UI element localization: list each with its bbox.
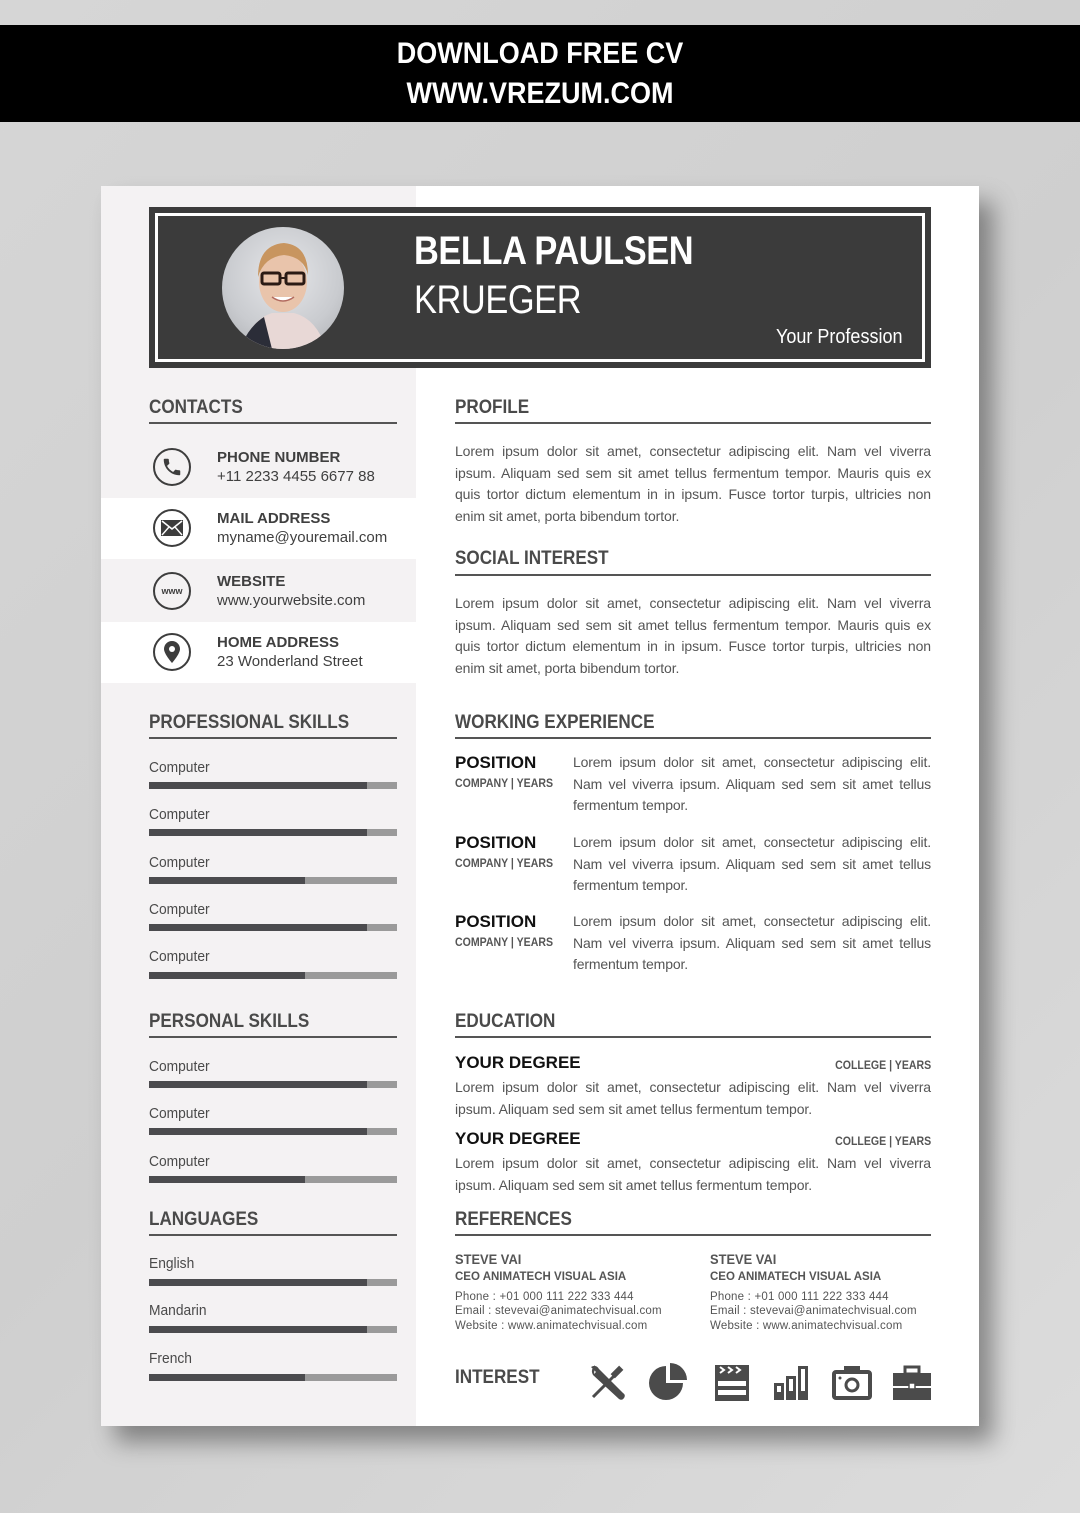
degree-description: Lorem ipsum dolor sit amet, consectetur adipiscing elit. Nam vel viverra ipsum. Aliquam sed sem sit amet tellus fermentum tempor. <box>455 1155 931 1193</box>
www-icon: www <box>153 572 191 610</box>
reference-phone: Phone : +01 000 111 222 333 444 <box>710 1291 889 1303</box>
degree-title: YOUR DEGREE <box>455 1053 581 1072</box>
position-title: POSITION <box>455 833 537 852</box>
contact-website-label: WEBSITE <box>217 573 286 590</box>
personal-skills-title: PERSONAL SKILLS <box>149 1011 310 1032</box>
reference-role: CEO ANIMATECH VISUAL ASIA <box>710 1271 882 1283</box>
company-years: COMPANY | YEARS <box>455 856 554 870</box>
profile-photo <box>222 227 344 349</box>
profile-divider <box>455 422 931 424</box>
experience-title: WORKING EXPERIENCE <box>455 712 655 733</box>
company-years: COMPANY | YEARS <box>455 935 554 949</box>
pie-chart-icon <box>647 1361 689 1403</box>
position-title: POSITION <box>455 912 537 931</box>
contact-mail <box>101 498 416 559</box>
banner-line-2: WWW.VREZUM.COM <box>406 77 674 110</box>
language-label: English <box>149 1255 195 1272</box>
social-interest-title: SOCIAL INTEREST <box>455 548 609 569</box>
skill-label: Computer <box>149 806 210 823</box>
contact-phone-label: PHONE NUMBER <box>217 449 341 466</box>
interest-title: INTEREST <box>455 1367 540 1388</box>
banner-line-1: DOWNLOAD FREE CV <box>396 37 684 70</box>
college-years: COLLEGE | YEARS <box>834 1134 931 1148</box>
skill-bar <box>149 782 397 789</box>
college-years: COLLEGE | YEARS <box>834 1058 931 1072</box>
professional-skills-title: PROFESSIONAL SKILLS <box>149 712 350 733</box>
professional-skills-divider <box>149 737 397 739</box>
contact-phone <box>101 437 416 498</box>
skill-bar <box>149 877 397 884</box>
references-divider <box>455 1234 931 1236</box>
skill-label: Computer <box>149 854 210 871</box>
position-title: POSITION <box>455 753 537 772</box>
social-interest-divider <box>455 574 931 576</box>
contact-address-value: 23 Wonderland Street <box>217 653 363 670</box>
last-name: KRUEGER <box>414 278 582 322</box>
social-interest-text: Lorem ipsum dolor sit amet, consectetur adipiscing elit. Nam vel viverra ipsum. Aliquam sed sem sit amet tellus fermentum tempor. Mauris quis ex quis tortor dictum elementum in in ipsum. Fusce tortor turpis, ultricies non enim sit amet, porta bibendum tortor. <box>455 595 931 676</box>
header-frame <box>155 213 925 362</box>
skill-bar <box>149 1081 397 1088</box>
tools-icon <box>587 1361 629 1403</box>
reference-role: CEO ANIMATECH VISUAL ASIA <box>455 1271 627 1283</box>
portrait-image <box>222 227 344 349</box>
skill-label: Computer <box>149 1058 210 1075</box>
contact-website <box>101 559 416 620</box>
language-bar <box>149 1279 397 1286</box>
company-years: COMPANY | YEARS <box>455 776 554 790</box>
briefcase-icon <box>891 1361 933 1403</box>
skill-label: Computer <box>149 948 210 965</box>
language-label: French <box>149 1350 192 1367</box>
location-pin-icon <box>153 633 191 671</box>
skill-label: Computer <box>149 1105 210 1122</box>
reference-email: Email : stevevai@animatechvisual.com <box>455 1305 662 1317</box>
contact-address-label: HOME ADDRESS <box>217 634 339 651</box>
resume-page <box>101 186 979 1426</box>
references-title: REFERENCES <box>455 1209 572 1230</box>
profession: Your Profession <box>775 326 902 348</box>
skill-label: Computer <box>149 759 210 776</box>
contacts-title: CONTACTS <box>149 397 243 418</box>
phone-icon <box>153 448 191 486</box>
degree-description: Lorem ipsum dolor sit amet, consectetur adipiscing elit. Nam vel viverra ipsum. Aliquam sed sem sit amet tellus fermentum tempor. <box>455 1079 931 1117</box>
reference-website: Website : www.animatechvisual.com <box>710 1320 903 1332</box>
reference-phone: Phone : +01 000 111 222 333 444 <box>455 1291 634 1303</box>
experience-divider <box>455 737 931 739</box>
language-bar <box>149 1326 397 1333</box>
language-label: Mandarin <box>149 1302 207 1319</box>
reference-name: STEVE VAI <box>455 1251 522 1267</box>
skill-bar <box>149 829 397 836</box>
bar-chart-icon <box>771 1361 813 1403</box>
first-name: BELLA PAULSEN <box>414 229 694 273</box>
resume-header <box>149 207 931 368</box>
contacts-divider <box>149 422 397 424</box>
profile-title: PROFILE <box>455 397 530 418</box>
skill-label: Computer <box>149 901 210 918</box>
reference-email: Email : stevevai@animatechvisual.com <box>710 1305 917 1317</box>
position-description: Lorem ipsum dolor sit amet, consectetur adipiscing elit. Nam vel viverra ipsum. Aliquam sed sem sit amet tellus fermentum tempor. <box>573 913 931 972</box>
language-bar <box>149 1374 397 1381</box>
education-divider <box>455 1036 931 1038</box>
reference-name: STEVE VAI <box>710 1251 777 1267</box>
skill-bar <box>149 924 397 931</box>
skill-label: Computer <box>149 1153 210 1170</box>
contact-mail-label: MAIL ADDRESS <box>217 510 331 527</box>
contact-phone-value: +11 2233 4455 6677 88 <box>217 468 375 485</box>
position-description: Lorem ipsum dolor sit amet, consectetur adipiscing elit. Nam vel viverra ipsum. Aliquam sed sem sit amet tellus fermentum tempor. <box>573 834 931 893</box>
languages-title: LANGUAGES <box>149 1209 259 1230</box>
contact-mail-value: myname@youremail.com <box>217 529 388 546</box>
contact-address <box>101 622 416 683</box>
position-description: Lorem ipsum dolor sit amet, consectetur adipiscing elit. Nam vel viverra ipsum. Aliquam sed sem sit amet tellus fermentum tempor. <box>573 754 931 813</box>
languages-divider <box>149 1234 397 1236</box>
profile-text: Lorem ipsum dolor sit amet, consectetur adipiscing elit. Nam vel viverra ipsum. Aliquam sed sem sit amet tellus fermentum tempor. Mauris quis ex quis tortor dictum elementum in in ipsum. Fusce tortor turpis, ultricies non enim sit amet, porta bibendum tortor. <box>455 443 931 524</box>
skill-bar <box>149 1128 397 1135</box>
reference-website: Website : www.animatechvisual.com <box>455 1320 648 1332</box>
skill-bar <box>149 972 397 979</box>
contact-website-value: www.yourwebsite.com <box>217 592 366 609</box>
mail-icon <box>153 509 191 547</box>
skill-bar <box>149 1176 397 1183</box>
clapperboard-icon <box>711 1361 753 1403</box>
degree-title: YOUR DEGREE <box>455 1129 581 1148</box>
education-title: EDUCATION <box>455 1011 556 1032</box>
camera-icon <box>831 1361 873 1403</box>
personal-skills-divider <box>149 1036 397 1038</box>
promo-banner <box>0 25 1080 122</box>
